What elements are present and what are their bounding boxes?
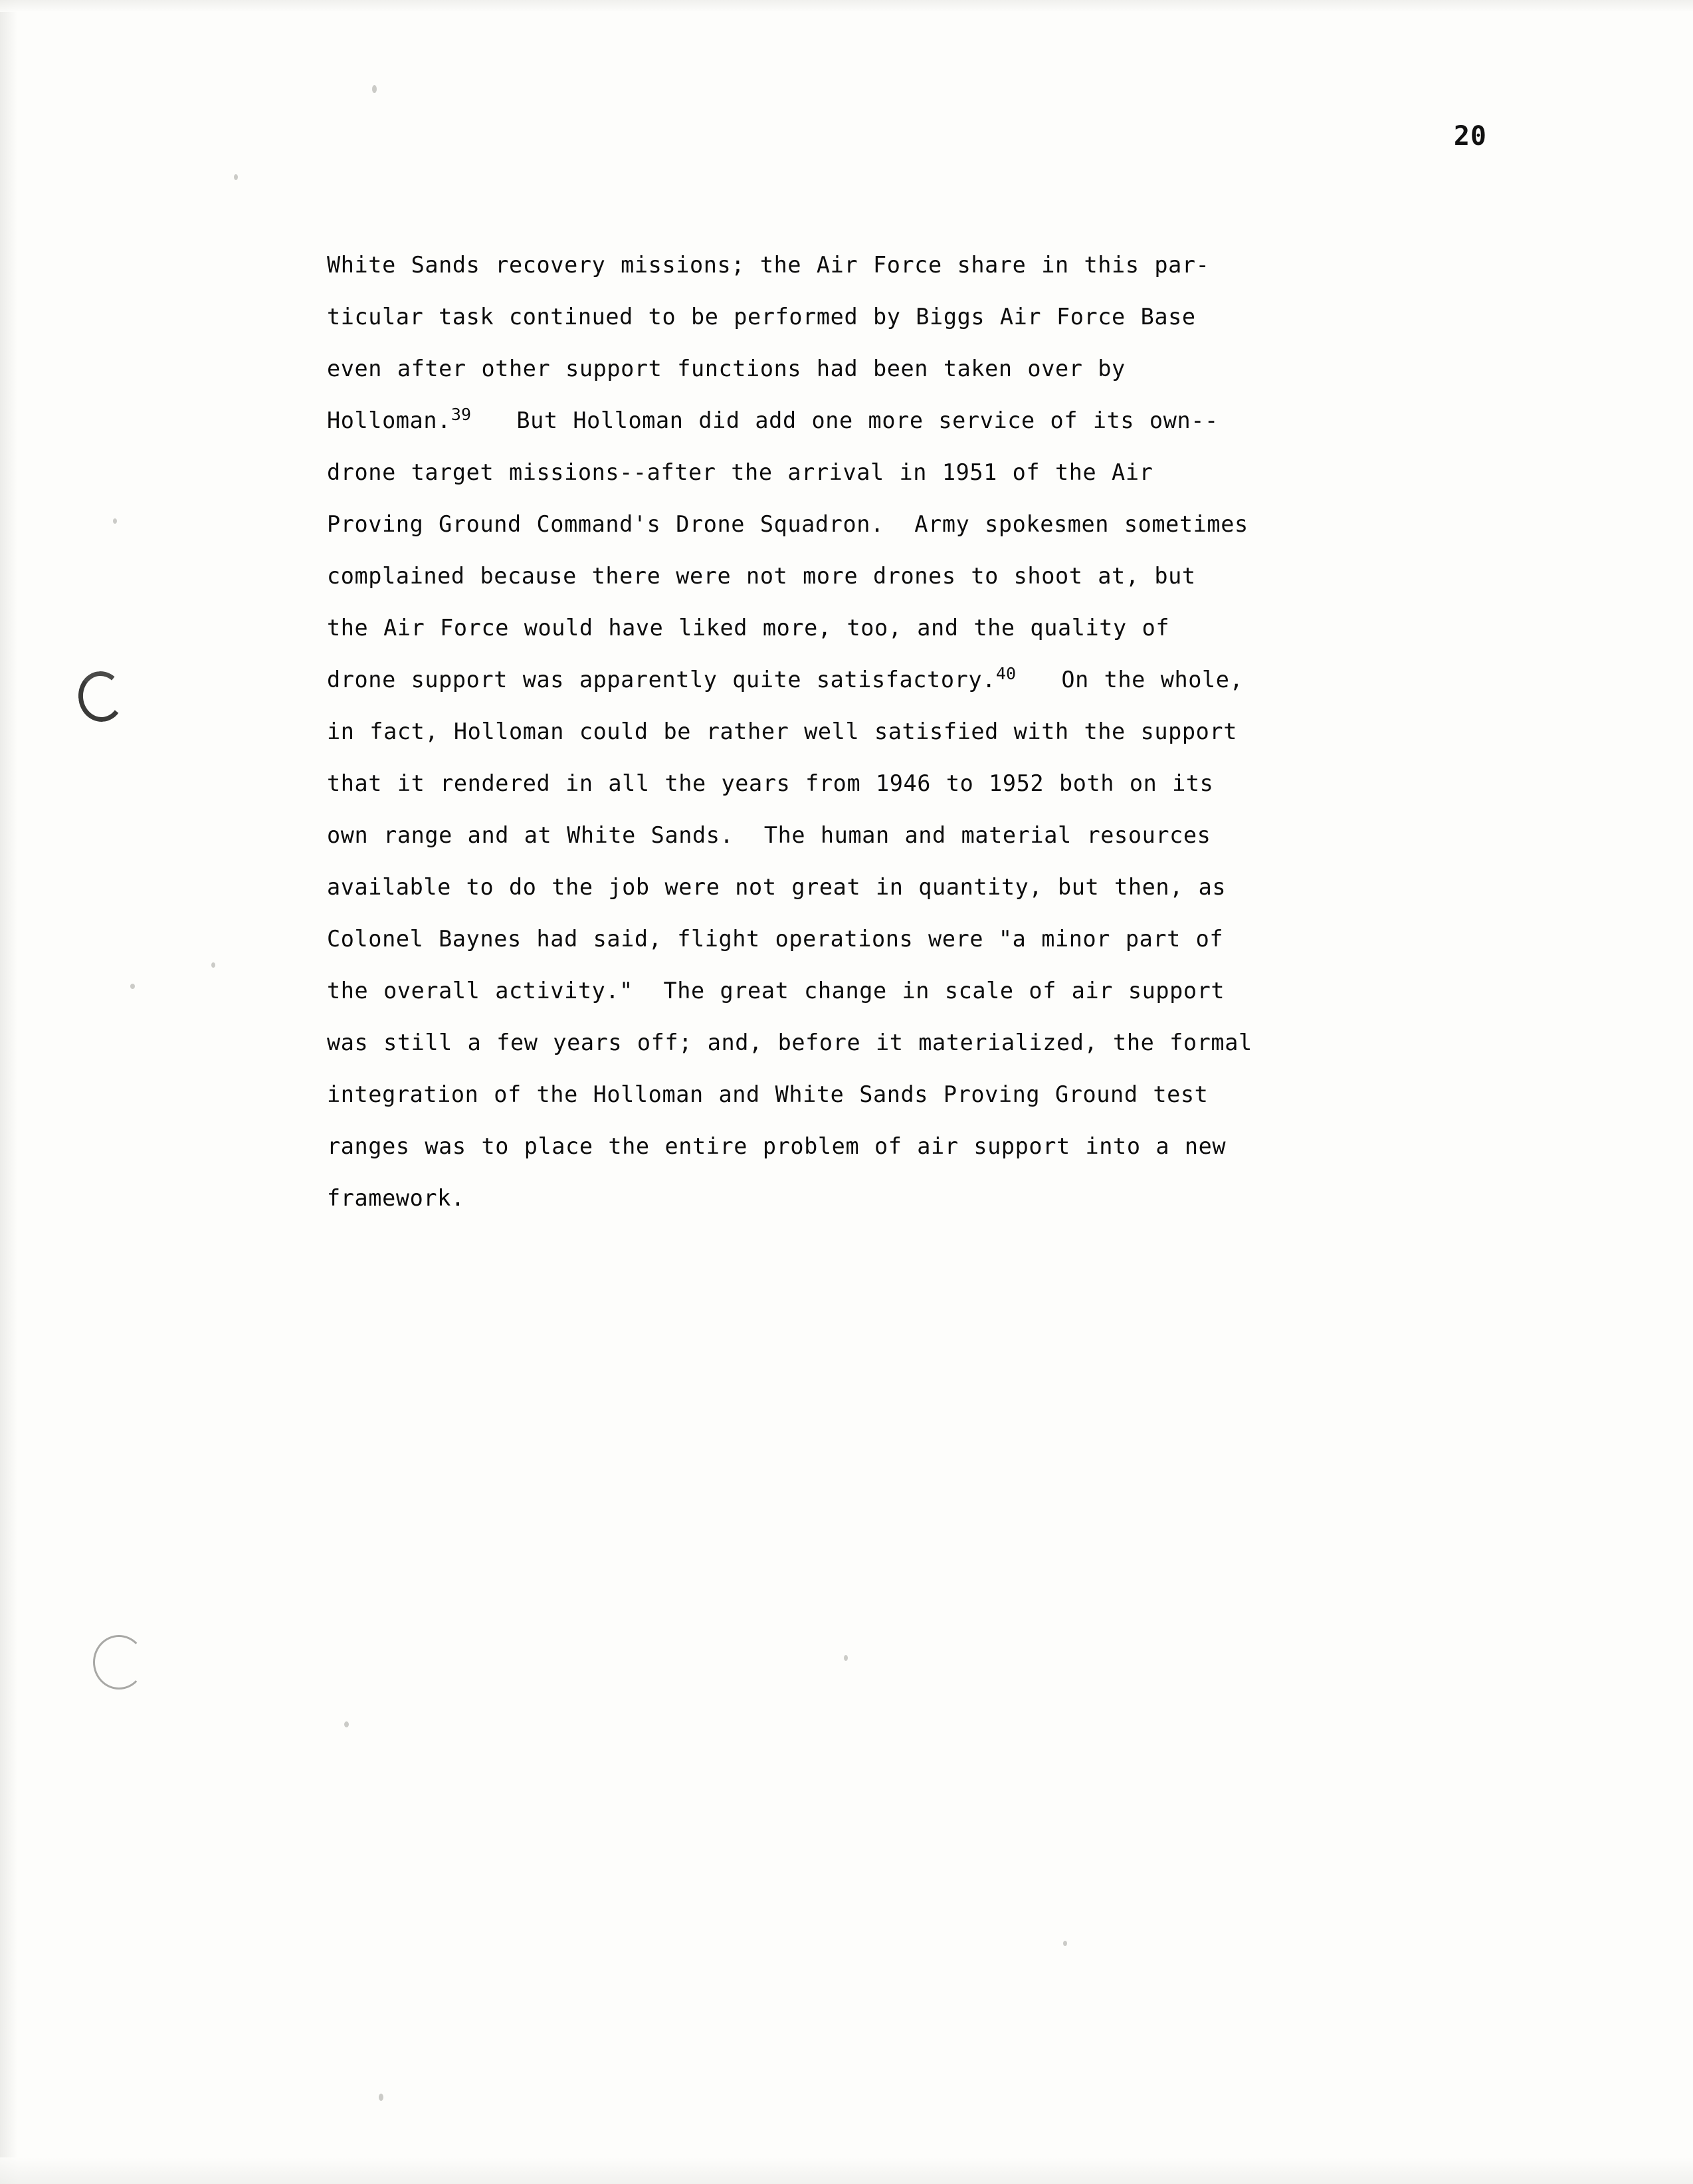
hole-punch-mark-lower <box>93 1635 145 1690</box>
body-line: own range and at White Sands. The human and material resources <box>327 822 1211 848</box>
body-line: Proving Ground Command's Drone Squadron. Army spokesmen sometimes <box>327 511 1248 537</box>
scan-speck <box>1063 1941 1067 1946</box>
footnote-marker: 40 <box>995 663 1017 683</box>
scan-speck <box>372 85 377 93</box>
scan-speck <box>344 1721 349 1727</box>
scan-speck <box>379 2094 383 2101</box>
scan-speck <box>113 518 117 524</box>
body-line: complained because there were not more drones to shoot at, but <box>327 563 1196 589</box>
body-line: the overall activity." The great change in scale of air support <box>327 978 1225 1004</box>
body-text <box>327 239 1636 1224</box>
body-line: in fact, Holloman could be rather well satisfied with the support <box>327 718 1237 744</box>
scan-speck <box>844 1655 848 1661</box>
body-line: was still a few years off; and, before it materialized, the formal <box>327 1030 1252 1055</box>
footnote-marker: 39 <box>450 404 472 424</box>
body-line: the Air Force would have liked more, too, and the quality of <box>327 615 1170 641</box>
body-line: Colonel Baynes had said, flight operations were "a minor part of <box>327 926 1224 952</box>
body-line: that it rendered in all the years from 1946 to 1952 both on its <box>327 770 1214 796</box>
page-number: 20 <box>1453 121 1487 152</box>
body-line: drone target missions--after the arrival in 1951 of the Air <box>327 459 1153 485</box>
body-line: integration of the Holloman and White Sands Proving Ground test <box>327 1081 1209 1107</box>
body-line: ticular task continued to be performed by Biggs Air Force Base <box>327 304 1196 330</box>
scan-speck <box>234 174 238 180</box>
body-line: drone support was apparently quite satisfactory.$^{40}$ On the whole, <box>327 663 1244 693</box>
scan-speck <box>211 962 215 968</box>
scan-edge-top <box>0 0 1693 12</box>
scan-edge-left <box>0 0 17 2184</box>
body-line: available to do the job were not great in quantity, but then, as <box>327 874 1227 900</box>
scan-edge-bottom <box>0 2157 1693 2184</box>
body-line: ranges was to place the entire problem of air support into a new <box>327 1133 1227 1159</box>
body-line: Holloman.$^{39}$ But Holloman did add one more service of its own-- <box>327 404 1219 433</box>
scan-speck <box>130 984 135 989</box>
body-line: even after other support functions had been taken over by <box>327 356 1126 382</box>
hole-punch-mark-upper <box>76 669 126 724</box>
body-line: White Sands recovery missions; the Air Force share in this par- <box>327 252 1210 278</box>
body-line: framework. <box>327 1185 465 1211</box>
